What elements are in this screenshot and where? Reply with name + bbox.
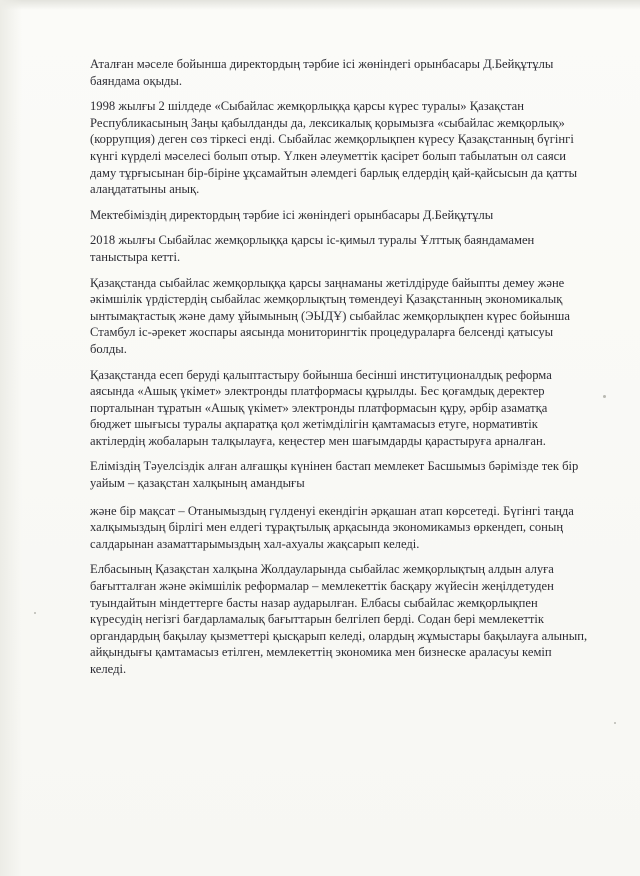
paragraph-deputy: Мектебіміздің директордың тәрбие ісі жөніндегі орынбасары Д.Бейқұтұлы	[90, 207, 494, 222]
scan-speck	[34, 612, 36, 614]
scan-speck	[614, 722, 616, 724]
scan-speck	[603, 395, 606, 398]
paragraph-addresses: Елбасының Қазақстан халқына Жолдауларында сыбайлас жемқорлықтың алдын алуға бағытталған және әкімшілік реформалар – мемлекеттік басқару жүйесін жеңілдетуден туындайтын міндеттерге басты назар аударылған. Елбасы сыбайлас жемқорлықпен күресудің негізгі бағдарламалық бағыттарын белгілеп берді. Содан бері мемлекеттік органдардың бақылау қызметтері қысқарып келеді, олардың жұмыстары бақылауға алынып, айқындығы қамтамасыз етілген, мемлекеттің экономика мен бизнеске араласуы кеміп келеді.	[90, 562, 588, 676]
paragraph-legislation: Қазақстанда сыбайлас жемқорлыққа қарсы заңнаманы жетілдіруде байыпты демеу және әкімшілік үрдістердің сыбайлас жемқорлықтың төмендеуі Қазақстанның экономикалық ынтымақтастық және даму ұйымының (ЭЫДҰ) сыбайлас жемқорлықпен күрес бойынша Стамбул іс-әрекет жоспары аясында мониторингтік процедураларға белсенді қатысуы болды.	[90, 275, 570, 356]
document-body	[90, 56, 590, 687]
scan-shadow-left	[0, 0, 22, 876]
paragraph-independence: Еліміздің Тәуелсіздік алған алғашқы күнінен бастап мемлекет Басшымыз бәрімізде тек бір уайым – қазақстан халқының амандығы	[90, 459, 579, 491]
paragraph-intro: Аталған мәселе бойынша директордың тәрбие ісі жөніндегі орынбасары Д.Бейқұтұлы баяндама оқыды.	[90, 57, 554, 88]
paragraph-report-2018: 2018 жылғы Сыбайлас жемқорлыққа қарсы іс-қимыл туралы Ұлттық баяндамамен таныстыра кетті.	[90, 233, 535, 264]
paragraph-goal: және бір мақсат – Отанымыздың гүлденуі екендігін әрқашан атап көрсетеді. Бүгінгі таңда халқымыздың бірлігі мен елдегі тұрақтылық арқасында экономикамыз өркендеп, соның салдарынан азаматтарымыздың хал-ахуалы жақсарып келеді.	[90, 503, 574, 551]
scan-shadow-top	[0, 0, 640, 10]
paragraph-open-government: Қазақстанда есеп беруді қалыптастыру бойынша бесінші институционалдық реформа аясында «Ашық үкімет» электронды платформасы құрылды. Бес қоғамдық деректер порталынан тұратын «Ашық үкімет» электронды платформасын құру, әрбір азаматқа бюджет шығысы туралы ақпаратқа қол жетімділігін қамтамасыз етуге, нормативтік актілердің жобаларын талқылауға, кеңестер мен шағымдарды қарастыруға арналған.	[90, 367, 552, 448]
paragraph-law-1998: 1998 жылғы 2 шілдеде «Сыбайлас жемқорлыққа қарсы күрес туралы» Қазақстан Республикасының Заңы қабылданды да, лексикалық қорымызға «сыбайлас жемқорлық» (коррупция) деген сөз тіркесі енді. Сыбайлас жемқорлықпен күресу Қазақстанның бүгінгі күнгі күрделі мәселесі болып отыр. Үлкен әлеуметтік қасірет болып табылатын ол саяси даму тұрғысынан бір-біріне ұқсамайтын әлемдегі барлық елдердің қай-қайсысын да қатты алаңдататыны анық.	[90, 99, 578, 197]
